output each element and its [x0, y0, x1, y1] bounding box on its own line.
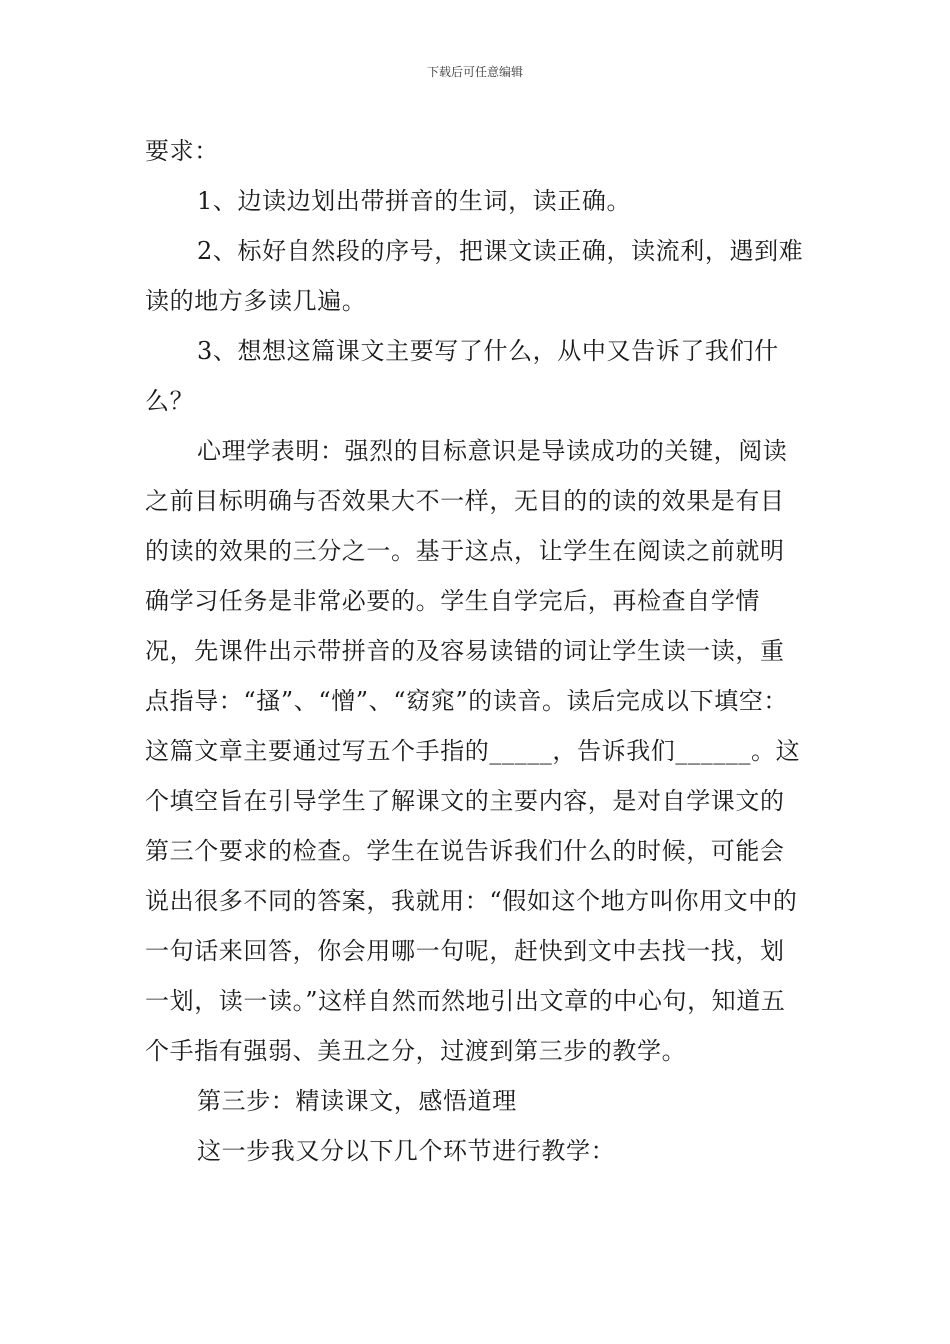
requirement-item-2: 2、标好自然段的序号，把课文读正确，读流利，遇到难读的地方多读几遍。 — [145, 237, 804, 315]
requirements-heading: 要求： — [145, 137, 219, 165]
requirement-item-1: 1、边读边划出带拼音的生词，读正确。 — [197, 187, 632, 215]
step-three-intro: 这一步我又分以下几个环节进行教学： — [197, 1137, 616, 1165]
page-header: 下载后可任意编辑 — [426, 65, 523, 79]
requirement-item-3: 3、想想这篇课文主要写了什么，从中又告诉了我们什么？ — [145, 337, 779, 415]
psychology-paragraph: 心理学表明：强烈的目标意识是导读成功的关键，阅读之前目标明确与否效果大不一样，无目的的读的效果是有目的读的效果的三分之一。基于这点，让学生在阅读之前就明确学习任务是非常必要的。学生自学完后，再检查自学情况，先课件出示带拼音的及容易读错的词让学生读一读，重点指导：“搔”、“憎”、“窈窕”的读音。读后完成以下填空：这篇文章主要通过写五个手指的_____，告诉我们______。这个填空旨在引导学生了解课文的主要内容，是对自学课文的第三个要求的检查。学生在说告诉我们什么的时候，可能会说出很多不同的答案，我就用：“假如这个地方叫你用文中的一句话来回答，你会用哪一句呢，赶快到文中去找一找，划一划，读一读。”这样自然而然地引出文章的中心句，知道五个手指有强弱、美丑之分，过渡到第三步的教学。 — [145, 437, 801, 1065]
document-body — [145, 126, 807, 1176]
step-three-heading: 第三步：精读课文，感悟道理 — [197, 1087, 517, 1115]
